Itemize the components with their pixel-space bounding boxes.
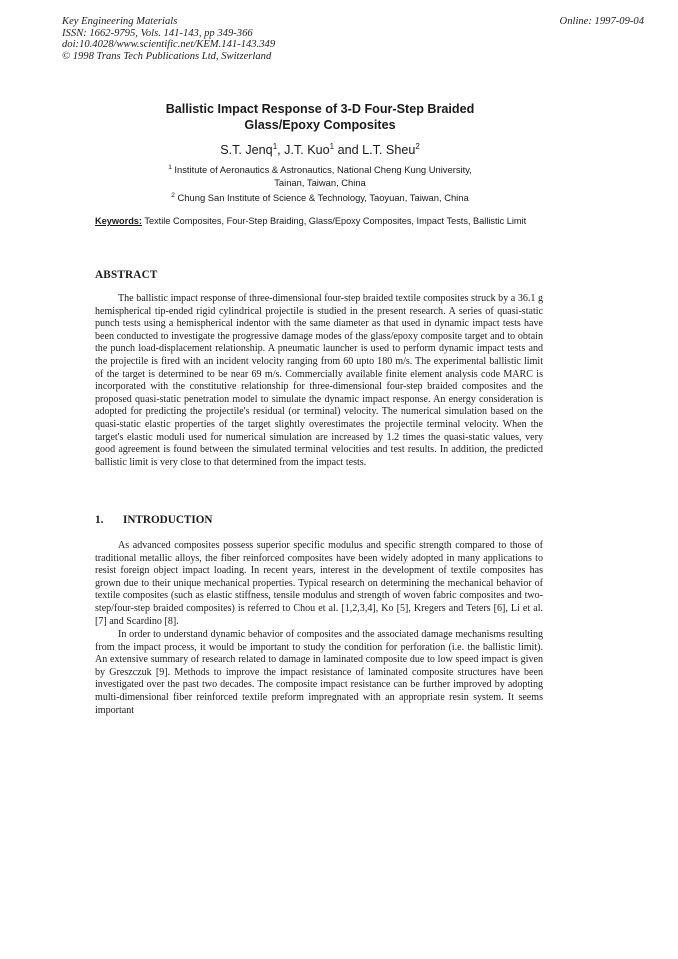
title-line-2: Glass/Epoxy Composites <box>244 118 396 132</box>
author-affil-marker: 2 <box>415 141 420 151</box>
affil-line: Tainan, Taiwan, China <box>274 176 366 188</box>
author-affil-marker: 1 <box>272 141 278 151</box>
affil-line: Chung San Institute of Science & Technology, Taoyuan, Taiwan, China <box>177 192 469 203</box>
section-heading <box>95 514 213 526</box>
title-line-1: Ballistic Impact Response of 3-D Four-Step Braided <box>165 102 475 116</box>
abstract-heading: ABSTRACT <box>95 269 158 281</box>
online-date: Online: 1997-09-04 <box>559 16 644 27</box>
author-name: S.T. Jenq <box>220 143 273 157</box>
author-name: L.T. Sheu <box>362 143 416 157</box>
author-affil-marker: 1 <box>329 141 335 151</box>
section-title: INTRODUCTION <box>123 514 213 526</box>
journal-name: Key Engineering Materials <box>62 16 178 27</box>
author-name: J.T. Kuo <box>284 143 330 157</box>
intro-paragraph-2: In order to understand dynamic behavior of composites and the associated damage mechanisms resulting from the impact process, it would be important to study the condition for perforation (i.e. the ballistic limit). An extensive summary of research related to damage in laminated composite due to low speed impact is given by Greszczuk [9]. Methods to improve the impact resistance of laminated composite structures have been investigated over the past two decades. The composite impact resistance can be further improved by adopting multi-dimensional fiber reinforced textile preform impregnated with an appropriate resin system. It seems important <box>95 629 543 716</box>
affiliation-2 <box>100 192 540 205</box>
keywords-block <box>95 216 543 228</box>
paper-title <box>100 101 540 133</box>
author-conjunction: and <box>337 143 359 157</box>
abstract-body: The ballistic impact response of three-dimensional four-step braided textile composites struck by a 36.1 g hemispherical tip-ended rigid cylindrical projectile is studied in the present research. A series of quasi-static punch tests using a hemispherical indentor with the same diameter as that used in dynamic impact tests have been conducted to investigate the progressive damage modes of the glass/epoxy composite target and to obtain the punch load-displacement relationship. A pneumatic launcher is used to perform dynamic impact tests and the projectile is fired with an incident velocity ranging from 60 upto 180 m/s. The experimental ballistic limit of the target is determined to be near 69 m/s. Commercially available finite element analysis code MARC is incorporated with the constitutive relationship for three-dimensional four-step braided composites and the proposed quasi-static penetration model to simulate the dynamic impact response. An energy consideration is adopted for predicting the projectile's residual (or terminal) velocity. The numerical simulation based on the quasi-static elastic properties of the target slightly overestimates the projectile terminal velocity. When the target's elastic moduli used for numerical simulation are increased by 1.2 times the quasi-static values, very good agreement is found between the simulated terminal velocities and test results. In addition, the predicted ballistic limit is very close to that determined from the impact tests. <box>95 293 543 468</box>
keywords-text: Textile Composites, Four-Step Braiding, Glass/Epoxy Composites, Impact Tests, Ballistic Limit <box>144 216 527 226</box>
affil-marker: 1 <box>168 163 172 171</box>
keywords-label: Keywords: <box>95 216 142 226</box>
section-number: 1. <box>95 514 104 526</box>
affil-line: Institute of Aeronautics & Astronautics, National Cheng Kung University, <box>174 164 472 175</box>
issn-line: ISSN: 1662-9795, Vols. 141-143, pp 349-366 <box>62 27 253 39</box>
affil-marker: 2 <box>171 191 175 199</box>
affiliation-1 <box>100 164 540 189</box>
author-list: S.T. Jenq$^1$, J.T. Kuo$^1$ and L.T. Sheu$^2$ <box>220 141 420 157</box>
journal-header <box>62 16 275 62</box>
copyright-line: © 1998 Trans Tech Publications Ltd, Switzerland <box>62 50 272 62</box>
doi-line: doi:10.4028/www.scientific.net/KEM.141-143.349 <box>62 39 276 50</box>
intro-paragraph-1: As advanced composites possess superior specific modulus and specific strength compared to those of traditional metallic alloys, the fiber reinforced composites have been widely adopted in many applications to resist foreign object impact loading. In recent years, interest in the development of textile composites has grown due to their unique mechanical properties. Typical research on determining the mechanical behavior of textile composites (such as elastic stiffness, tensile modulus and strength of woven fabric composites and two-step/four-step braided composites) is referred to Chou et al. [1,2,3,4], Ko [5], Kregers and Teters [6], Li et al. [7] and Scardino [8]. <box>95 540 543 627</box>
